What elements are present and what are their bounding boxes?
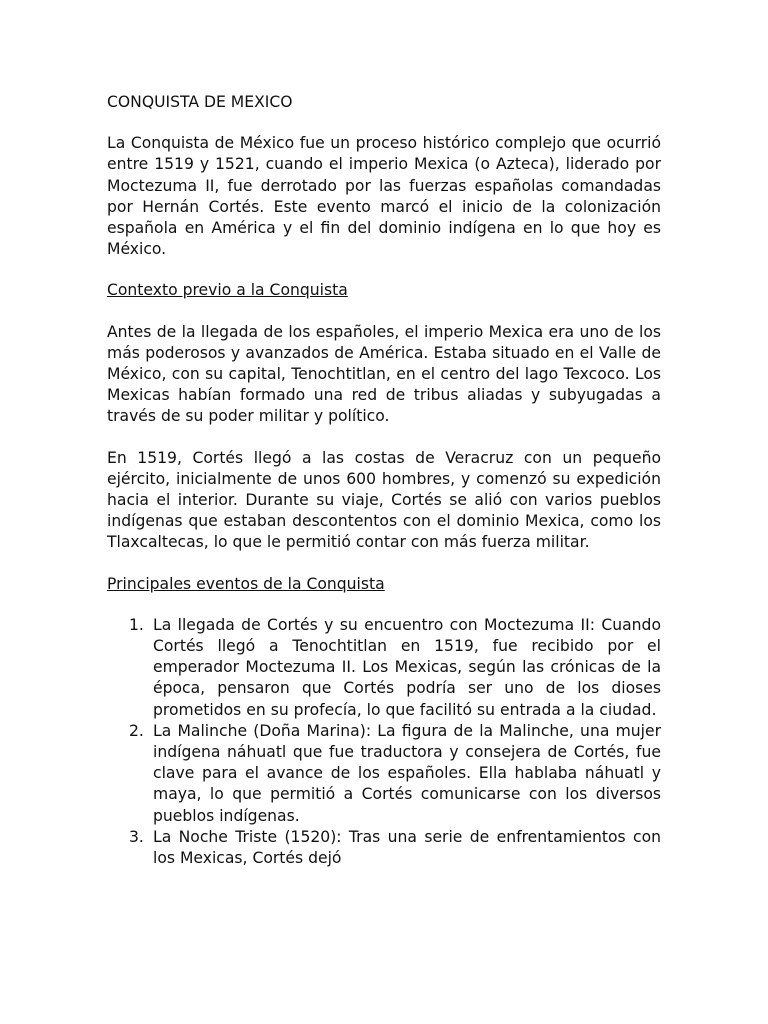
- context-paragraph-2: En 1519, Cortés llegó a las costas de Veracruz con un pequeño ejército, inicialmente de unos 600 hombres, y comenzó su expedición hacia el interior. Durante su viaje, Cortés se alió con varios pueblos indígenas que estaban descontentos con el dominio Mexica, como los Tlaxcaltecas, lo que le permitió contar con más fuerza militar.: [107, 448, 661, 552]
- section-heading-context: Contexto previo a la Conquista: [107, 281, 348, 300]
- list-item-text: La Malinche (Doña Marina): La figura de la Malinche, una mujer indígena náhuatl que fue traductora y consejera de Cortés, fue clave para el avance de los españoles. Ella hablaba náhuatl y maya, lo que permitió a Cortés comunicarse con los diversos pueblos indígenas.: [153, 721, 661, 825]
- list-item-text: La Noche Triste (1520): Tras una serie de enfrentamientos con los Mexicas, Cortés dejó: [153, 827, 661, 868]
- list-item-number: 2.: [129, 721, 144, 740]
- list-item-text: La llegada de Cortés y su encuentro con Moctezuma II: Cuando Cortés llegó a Tenochtitlan en 1519, fue recibido por el emperador Moctezuma II. Los Mexicas, según las crónicas de la época, pensaron que Cortés podría ser uno de los dioses prometidos en su profecía, lo que facilitó su entrada a la ciudad.: [153, 615, 661, 719]
- list-item-number: 3.: [129, 827, 144, 846]
- document-title: CONQUISTA DE MEXICO: [107, 93, 293, 111]
- list-item: [107, 721, 661, 827]
- document-page: [107, 92, 661, 869]
- section-heading-events: Principales eventos de la Conquista: [107, 574, 385, 593]
- context-paragraph-1: Antes de la llegada de los españoles, el imperio Mexica era uno de los más poderosos y avanzados de América. Estaba situado en el Valle de México, con su capital, Tenochtitlan, en el centro del lago Texcoco. Los Mexicas habían formado una red de tribus aliadas y subyugadas a través de su poder militar y político.: [107, 322, 661, 426]
- list-item: [107, 827, 661, 869]
- events-list: [107, 615, 661, 869]
- intro-paragraph: La Conquista de México fue un proceso histórico complejo que ocurrió entre 1519 y 1521, cuando el imperio Mexica (o Azteca), liderado por Moctezuma II, fue derrotado por las fuerzas españolas comandadas por Hernán Cortés. Este evento marcó el inicio de la colonización española en América y el fin del dominio indígena en lo que hoy es México.: [107, 134, 661, 259]
- list-item-number: 1.: [129, 615, 144, 634]
- list-item: [107, 615, 661, 721]
